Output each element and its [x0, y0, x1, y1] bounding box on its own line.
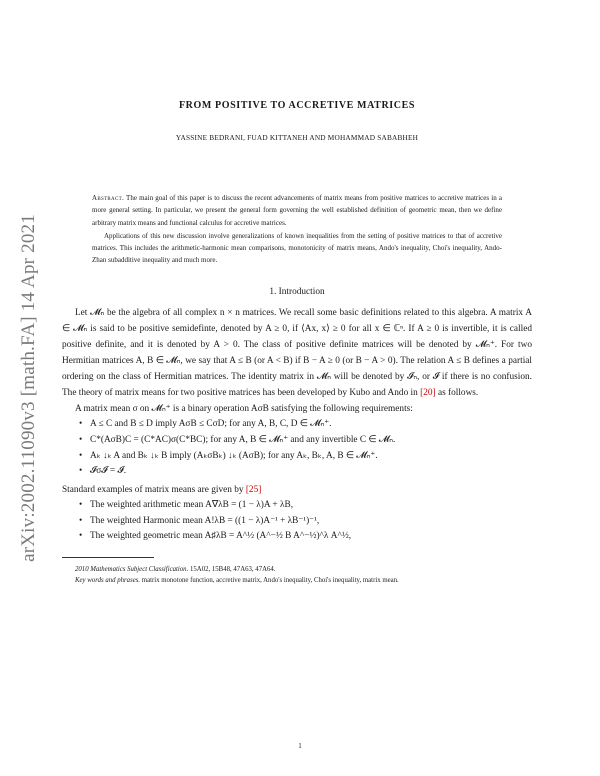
examples-intro-line [62, 482, 532, 498]
list-item: • A ≤ C and B ≤ D imply AσB ≤ CσD; for any A, B, C, D ∈ 𝓜ₙ⁺. [90, 417, 532, 433]
footnote-msc-label: 2010 Mathematics Subject Classification. [75, 565, 189, 573]
footnote-keywords [62, 575, 532, 586]
arxiv-identifier: arXiv:2002.11090v3 [math.FA] 14 Apr 2021 [18, 214, 39, 562]
paper-authors: YASSINE BEDRANI, FUAD KITTANEH AND MOHAMMAD SABABHEH [175, 133, 419, 142]
abstract-label: Abstract. [92, 194, 125, 202]
footnote-keywords-label: Key words and phrases. [75, 577, 141, 585]
list-item: • C*(AσB)C = (C*AC)σ(C*BC); for any A, B ∈ 𝓜ₙ⁺ and any invertible C ∈ 𝓜ₙ. [90, 433, 532, 449]
footnote-msc [62, 564, 532, 575]
section-heading: 1. Introduction [269, 286, 325, 297]
examples-intro: Standard examples of matrix means are given by [62, 484, 244, 495]
paper-page [62, 100, 532, 587]
intro-text-1: Let 𝓜ₙ be the algebra of all complex n × n matrices. We recall some basic definitions related to this algebra. A matrix A ∈ 𝓜ₙ is said to be positive semidefinte, denoted by A ≥ 0, if ⟨Ax, x⟩ ≥ 0 for all x ∈ ℂⁿ. If A ≥ 0 is invertible, it is called positive definite, and it is denoted by A > 0. The class of positive definite matrices will be denoted by 𝓜ₙ⁺. For two Hermitian matrices A, B ∈ 𝓜ₙ, we say that A ≤ B (or A < B) if B − A ≥ 0 (or B − A > 0). The relation A ≤ B defines a partial ordering on the class of Hermitian matrices. The identity matrix in 𝓜ₙ will be denoted by 𝓘ₙ, or 𝓘 if there is no confusion. The theory of matrix means for two positive matrices has been developed by Kubo and Ando in [62, 307, 532, 399]
list-item: • Aₖ ↓ₖ A and Bₖ ↓ₖ B imply (AₖσBₖ) ↓ₖ (AσB); for any Aₖ, Bₖ, A, B ∈ 𝓜ₙ⁺. [90, 449, 532, 465]
intro-paragraph-2: A matrix mean σ on 𝓜ₙ⁺ is a binary operation AσB satisfying the following requirements: [75, 404, 413, 415]
abstract-paragraph-2: Applications of this new discussion involve generalizations of known inequalities from the setting of positive matrices to that of accretive matrices. This includes the arithmetic-harmonic mean comparisons, monotonicity of matrix means, Ando's inequality, Choi's inequality, Ando-Zhan subadditive inequality and much more. [92, 231, 502, 265]
list-item: • The weighted Harmonic mean A!λB = ((1 − λ)A⁻¹ + λB⁻¹)⁻¹, [90, 514, 532, 530]
footnote-divider [62, 557, 154, 558]
citation-link-25[interactable]: [25] [245, 484, 262, 495]
requirements-list [62, 417, 532, 479]
list-item: • 𝓘σ𝓘 = 𝓘. [90, 464, 532, 480]
abstract-text-1: The main goal of this paper is to discuss the recent advancements of matrix means from positive matrices to accretive matrices in a more general setting. In particular, we present the general form governing the well established definition of geometric mean, then we define arbitrary matrix means and functional calculus for accretive matrices. [92, 194, 502, 227]
list-item: • The weighted geometric mean A♯λB = A^½ (A^−½ B A^−½)^λ A^½, [90, 529, 532, 545]
examples-list [62, 498, 532, 545]
footnote-keywords-text: matrix monotone function, accretive matrix, Ando's inequality, Choi's inequality, matrix mean. [141, 577, 399, 585]
footnotes [62, 564, 532, 587]
arxiv-identifier-sidebar [14, 178, 44, 598]
examples-paragraph [62, 482, 532, 498]
page-number: 1 [298, 742, 302, 750]
paper-title: FROM POSITIVE TO ACCRETIVE MATRICES [178, 100, 416, 111]
intro-text-1-end: as follows. [437, 388, 479, 399]
citation-link-20[interactable]: [20] [420, 388, 436, 399]
introduction-body [62, 305, 532, 418]
list-item: • The weighted arithmetic mean A∇λB = (1 − λ)A + λB, [90, 498, 532, 514]
footnote-msc-text: 15A02, 15B48, 47A63, 47A64. [189, 565, 276, 573]
intro-paragraph-1 [62, 305, 532, 402]
abstract-paragraph-1 [92, 192, 502, 229]
abstract [92, 192, 502, 267]
